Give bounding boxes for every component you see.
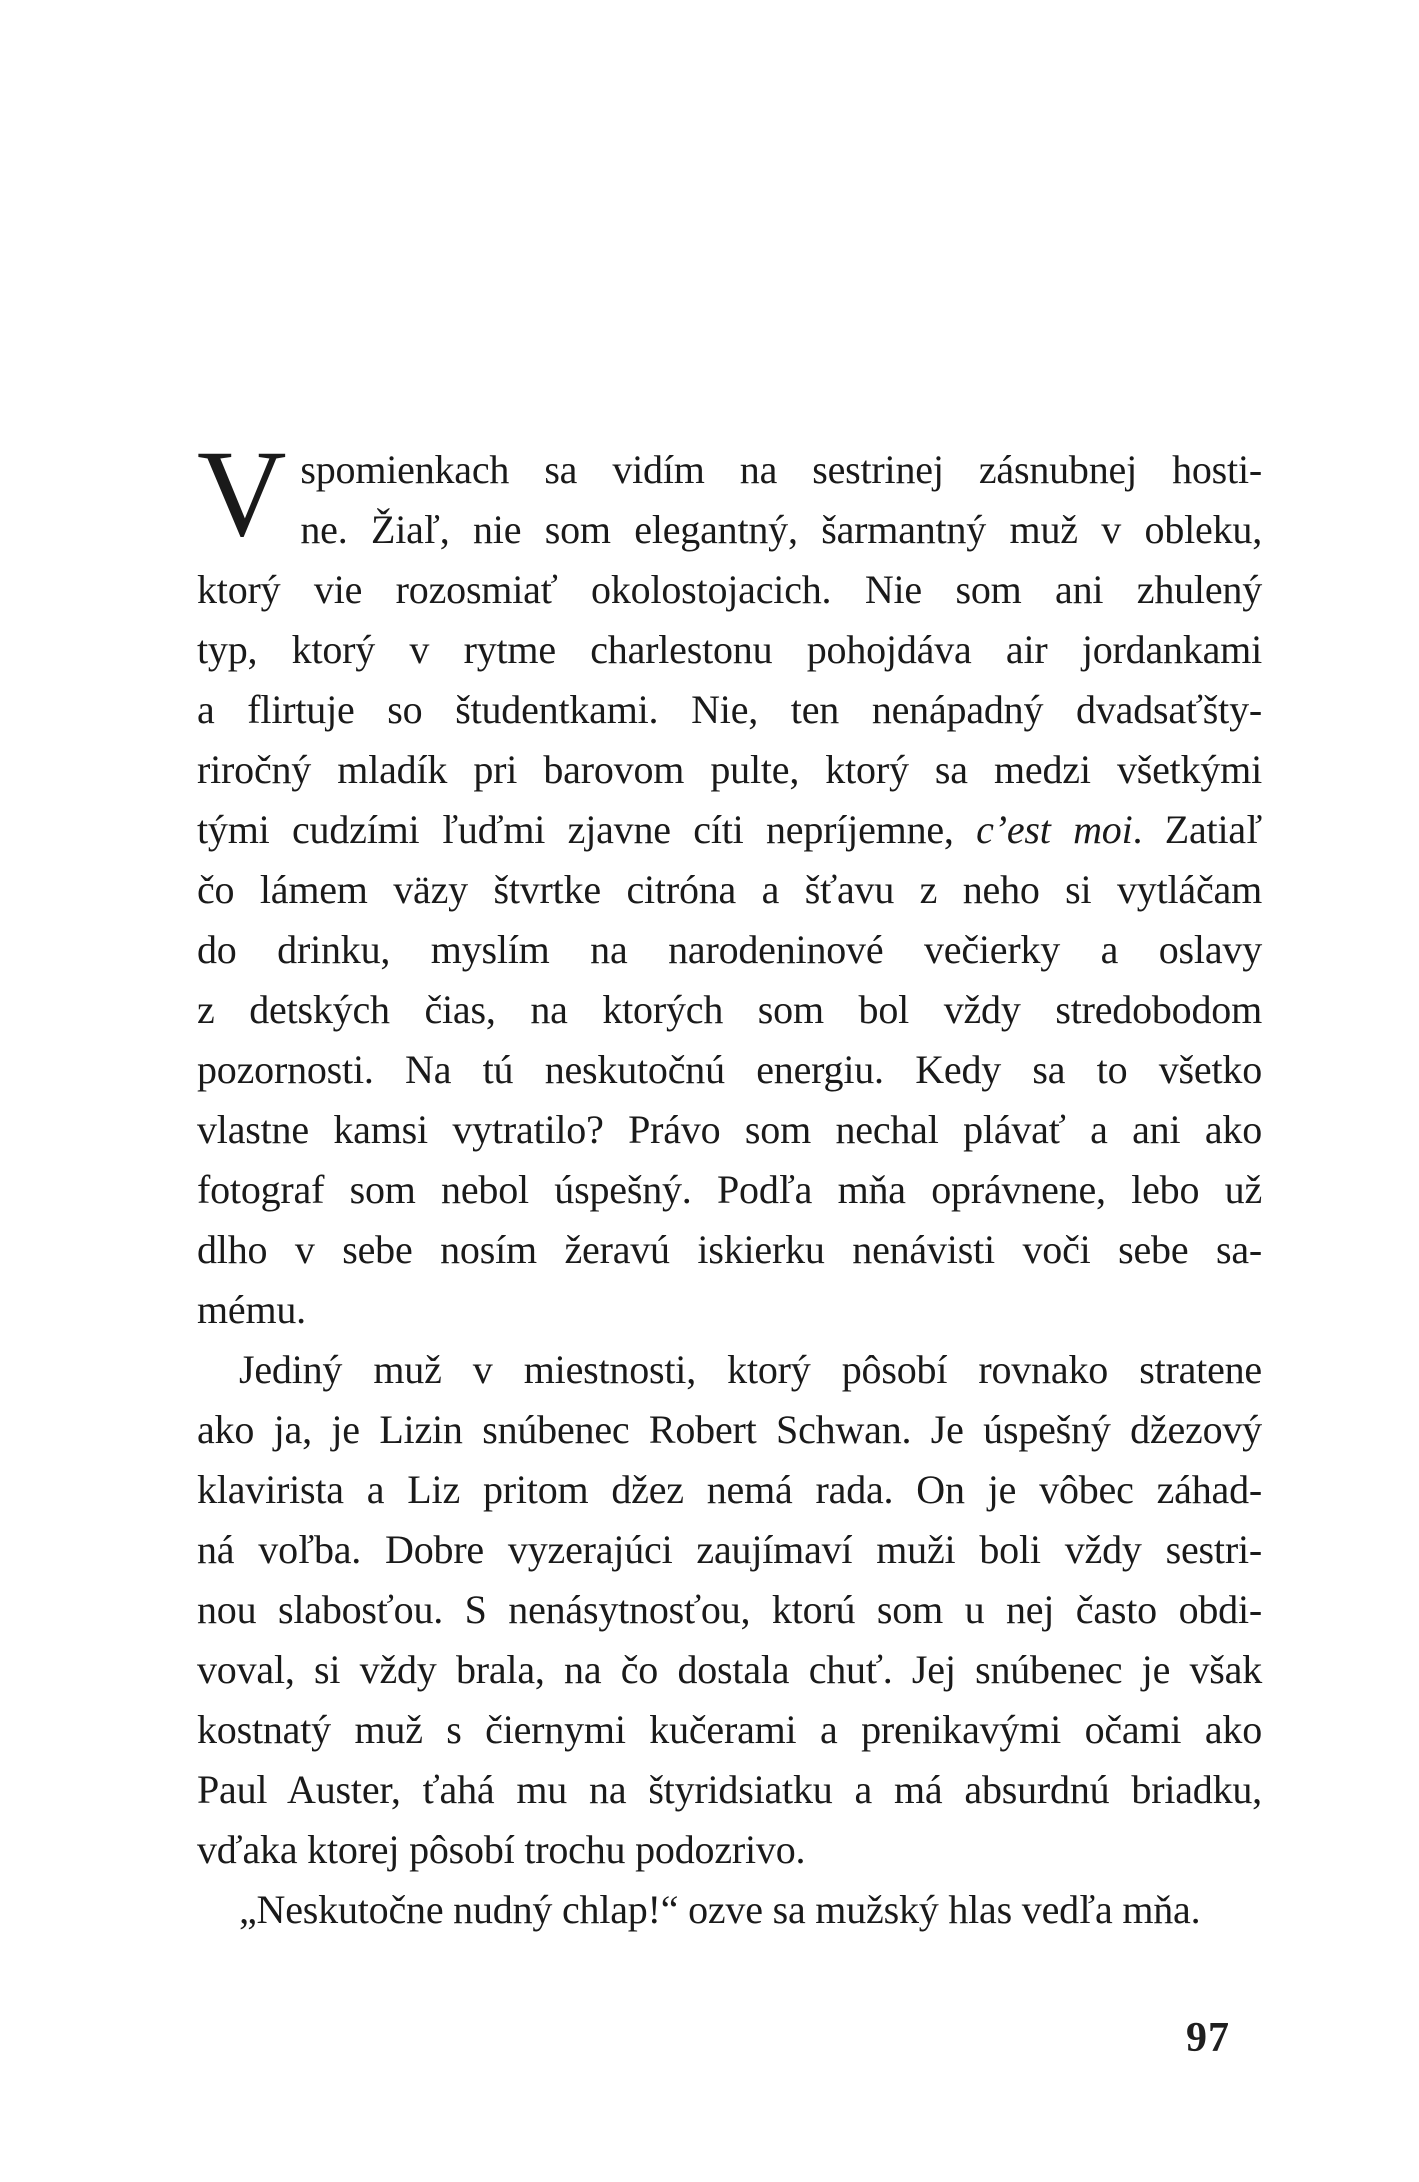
- text-segment: „Neskutočne nudný chlap!“ ozve sa mužský hlas vedľa mňa.: [239, 1887, 1201, 1932]
- text-line: [197, 1820, 1262, 1880]
- text-segment: voval, si vždy brala, na čo dostala chuť. Jej snúbenec je však: [197, 1647, 1262, 1692]
- text-line: [197, 1340, 1262, 1400]
- text-segment: ako ja, je Lizin snúbenec Robert Schwan. Je úspešný džezový: [197, 1407, 1262, 1452]
- text-line: [197, 1640, 1262, 1700]
- text-line: [197, 1220, 1262, 1280]
- text-line: [197, 1580, 1262, 1640]
- text-block: [197, 425, 1262, 1940]
- text-segment: čo lámem väzy štvrtke citróna a šťavu z neho si vytláčam: [197, 867, 1262, 912]
- text-line: [197, 440, 1262, 500]
- text-line: [197, 980, 1262, 1040]
- text-segment: z detských čias, na ktorých som bol vždy stredobodom: [197, 987, 1262, 1032]
- text-segment: spomienkach sa vidím na sestrinej zásnubnej hosti-: [300, 447, 1262, 492]
- text-segment: riročný mladík pri barovom pulte, ktorý sa medzi všetkými: [197, 747, 1262, 792]
- text-segment: ne. Žiaľ, nie som elegantný, šarmantný muž v obleku,: [300, 507, 1262, 552]
- text-line: [197, 1880, 1262, 1940]
- text-segment: nou slabosťou. S nenásytnosťou, ktorú som u nej často obdi-: [197, 1587, 1262, 1632]
- page-number: 97: [1186, 2015, 1230, 2061]
- text-segment: do drinku, myslím na narodeninové večierky a oslavy: [197, 927, 1262, 972]
- text-segment: mému.: [197, 1287, 306, 1332]
- text-segment: Jediný muž v miestnosti, ktorý pôsobí rovnako stratene: [239, 1347, 1262, 1392]
- text-line: [197, 1100, 1262, 1160]
- text-segment: dlho v sebe nosím žeravú iskierku nenávisti voči sebe sa-: [197, 1227, 1262, 1272]
- text-line: [197, 1700, 1262, 1760]
- text-line: [197, 1160, 1262, 1220]
- text-segment: kostnatý muž s čiernymi kučerami a prenikavými očami ako: [197, 1707, 1262, 1752]
- text-line: [197, 920, 1262, 980]
- text-segment: fotograf som nebol úspešný. Podľa mňa oprávnene, lebo už: [197, 1167, 1262, 1212]
- text-segment: pozornosti. Na tú neskutočnú energiu. Kedy sa to všetko: [197, 1047, 1262, 1092]
- text-line: [197, 1520, 1262, 1580]
- text-line: [197, 1040, 1262, 1100]
- text-segment: ktorý vie rozosmiať okolostojacich. Nie som ani zhulený: [197, 567, 1262, 612]
- paragraph-1: [197, 425, 1262, 1340]
- text-segment: Paul Auster, ťahá mu na štyridsiatku a má absurdnú briadku,: [197, 1767, 1262, 1812]
- text-line: [197, 620, 1262, 680]
- text-line: [197, 500, 1262, 560]
- paragraph-3: [197, 1880, 1262, 1940]
- text-line: [197, 860, 1262, 920]
- italic-phrase: c’est moi: [976, 807, 1133, 852]
- text-line: [197, 1760, 1262, 1820]
- text-segment: tými cudzími ľuďmi zjavne cíti nepríjemne,: [197, 807, 977, 852]
- text-line: [197, 1460, 1262, 1520]
- text-segment: . Zatiaľ: [1132, 807, 1262, 852]
- paragraph-2: [197, 1340, 1262, 1880]
- text-segment: klavirista a Liz pritom džez nemá rada. On je vôbec záhad-: [197, 1467, 1262, 1512]
- text-line: [197, 800, 1262, 860]
- text-line: [197, 1280, 1262, 1340]
- text-line: [197, 680, 1262, 740]
- text-segment: vďaka ktorej pôsobí trochu podozrivo.: [197, 1827, 806, 1872]
- text-line: [197, 740, 1262, 800]
- text-segment: vlastne kamsi vytratilo? Právo som nechal plávať a ani ako: [197, 1107, 1262, 1152]
- text-segment: typ, ktorý v rytme charlestonu pohojdáva air jordankami: [197, 627, 1262, 672]
- text-segment: a flirtuje so študentkami. Nie, ten nenápadný dvadsaťšty-: [197, 687, 1262, 732]
- text-segment: ná voľba. Dobre vyzerajúci zaujímaví muži boli vždy sestri-: [197, 1527, 1262, 1572]
- text-line: [197, 1400, 1262, 1460]
- text-line: [197, 560, 1262, 620]
- drop-cap: V: [197, 425, 287, 562]
